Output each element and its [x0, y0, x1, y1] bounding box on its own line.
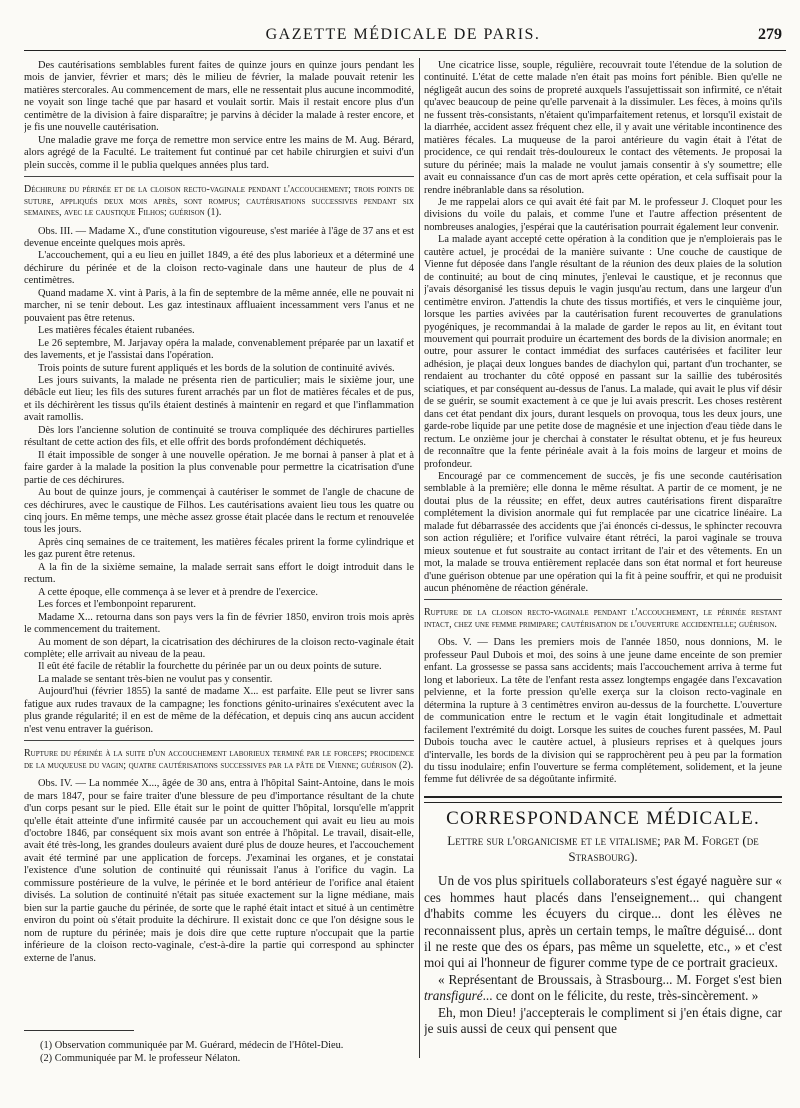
section-rule	[24, 176, 414, 177]
paragraph: Eh, mon Dieu! j'accepterais le compliment si j'en étais digne, car je suis aussi de ceux qui pensent que	[424, 1004, 782, 1037]
section-rule	[24, 740, 414, 741]
case-heading: Rupture du périnée à la suite d'un accouchement laborieux terminé par le forceps; procidence de la muqueuse du vagin; quatre cautérisations successives par la pâte de Vienne; guérison (2).	[24, 748, 414, 771]
footnotes	[24, 1040, 414, 1065]
paragraph: Les matières fécales étaient rubanées.	[38, 325, 195, 337]
paragraph: Il eût été facile de rétablir la fourchette du périnée par un ou deux points de suture.	[38, 661, 382, 673]
paragraph: Le 26 septembre, M. Jarjavay opéra la malade, convenablement préparée par un laxatif et des lavements, et je l'assistai dans l'opération.	[24, 337, 414, 362]
paragraph: Obs. IV. — La nommée X..., âgée de 30 ans, entra à l'hôpital Saint-Antoine, dans le mois de mars 1847, pour se faire traiter d'une blessure de peu d'importance résultant de la chute d'un corps pesant sur le pied. Elle était sur le point de quitter l'hôpital, lorsqu'elle m'apprit qu'elle était atteinte d'une infirmité causée par un accouchement qui avait eu lieu au mois d'octobre 1846, par conséquent six mois avant son entrée à l'hôpital. Le travail, disait-elle, avait été très-long, les grandes douleurs avaient duré plus de douze heures, et l'accouchement avait été terminé par une application de forceps. J'examinai les organes, et je constatai l'existence d'une solution de continuité qui réunissait l'anus à l'orifice du vagin. La commissure postérieure de la vulve, le périnée et le bord antérieur de l'orifice anal étaient divisés. La solution de continuité n'était pas située exactement sur la ligne médiane, mais bien sur la partie gauche du périnée, de sorte que le raphé était intact et situé à un centimètre environ du point où s'était produite la déchirure. Il existait donc ce que l'on désigne sous le nom de rupture du périnée; mais je dois dire que cette rupture n'occupait que la partie inférieure de la cloison recto-vaginale, c'est-à-dire la partie qui correspond au sphincter externe de l'anus.	[24, 778, 414, 964]
paragraph: Madame X... retourna dans son pays vers la fin de février 1850, environ trois mois après le commencement du traitement.	[24, 611, 414, 636]
paragraph: Une cicatrice lisse, souple, régulière, recouvrait toute l'étendue de la solution de continuité. L'état de cette malade n'en était pas moins fort pénible. Bien qu'elle ne négligeât aucun des soins de propreté auxquels l'assujettissait son infirmité, ce n'était qu'avec beaucoup de peine qu'elle parvenait à la dissimuler. Les fèces, à moins qu'ils ne fussent très-consistants, n'étaient qu'imparfaitement retenus, et lorsqu'il existait de la diarrhée, accident assez fréquent chez elle, il y avait une véritable incontinence des matières fécales. La muqueuse de la paroi antérieure du vagin était à l'état de procidence, ce qui rendait très-douloureux le contact des vêtements. Je proposai la suture du périnée; mais la malade ne voulut jamais consentir à s'y soumettre; elle avait eu connaissance d'un cas de mort après cette opération, et cela suffisait pour la rendre inébranlable dans sa résolution.	[424, 60, 782, 196]
paragraph: Des cautérisations semblables furent faites de quinze jours en quinze jours pendant les mois de janvier, février et mars; dès le milieu de février, la malade pouvait retenir les matières stercorales. Au commencement de mars, elle ne ressentait plus aucune incommodité, ne voyait son linge taché que par hasard et voulait sortir. Mais il restait encore plus d'un centimètre de la division à faire disparaître; je parvins à décider la malade à rester encore, et je fis une nouvelle cautérisation.	[24, 60, 414, 134]
paragraph: Au moment de son départ, la cicatrisation des déchirures de la cloison recto-vaginale était complète; elle arrivait au niveau de la peau.	[24, 636, 414, 660]
paragraph: Encouragé par ce commencement de succès, je fis une seconde cautérisation semblable à la première; elle donna le même résultat. A partir de ce moment, je ne doutai plus de la réussite; en effet, deux autres cautérisations firent disparaître complétement la division anormale qui fut remplacée par une cicatrice linéaire. La malade fut débarrassée des accidents que j'ai énoncés ci-dessus, le sphincter recouvra son action régulière; et l'orifice vulvaire étant rétréci, la paroi vaginale se trouva mieux soutenue et fut soustraite au contact irritant de l'air et des vêtements. En un mot, la malade se trouva entièrement replacée dans son état normal et fort heureuse d'une guérison obtenue par une opération qui la fit à peine souffrir, et qui ne produisit aucun phénomène de réaction générale.	[424, 470, 782, 595]
italic-word: transfiguré	[424, 988, 483, 1004]
correspondence-section	[424, 796, 782, 1038]
paragraph: Il était impossible de songer à une nouvelle opération. Je me bornai à panser à plat et à faire garder à la malade la position la plus convenable pour permettre la cicatrisation d'une partie de ces déchirures.	[24, 449, 414, 486]
paragraph: A cette époque, elle commença à se lever et à prendre de l'exercice.	[38, 586, 318, 598]
left-column	[24, 60, 414, 1036]
paragraph: Au bout de quinze jours, je commençai à cautériser le sommet de l'angle de chacune de ces déchirures, avec le caustique de Filhos. Les cautérisations avaient lieu tous les quatre ou cinq jours. En même temps, une mèche assez grosse était placée dans le rectum et renouvelée tous les jours.	[24, 487, 414, 536]
page-number: 279	[758, 26, 782, 43]
header-rule	[24, 50, 786, 51]
paragraph: Les jours suivants, la malade ne présenta rien de particulier; mais le sixième jour, une débâcle eut lieu; les fils des sutures furent arrachés par un flot de matières fécales et de pus, et ils déchirèrent les tissus qu'ils étaient destinés à maintenir en regard et que l'inflammation avait ramollis.	[24, 375, 414, 424]
case-heading: Rupture de la cloison recto-vaginale pendant l'accouchement, le périnée restant intact, chez une femme primipare; cautérisation de l'ouverture accidentelle; guérison.	[424, 607, 782, 630]
footnote: (1) Observation communiquée par M. Guérard, médecin de l'Hôtel-Dieu.	[40, 1040, 344, 1051]
paragraph: Après cinq semaines de ce traitement, les matières fécales prirent la forme cylindrique et les gaz purent être retenus.	[24, 536, 414, 561]
column-divider	[419, 58, 420, 1058]
running-title: GAZETTE MÉDICALE DE PARIS.	[265, 26, 541, 43]
correspondence-subtitle: Lettre sur l'organicisme et le vitalisme; par M. Forget (de Strasbourg).	[447, 833, 759, 865]
double-rule	[424, 802, 782, 803]
paragraph: Trois points de suture furent appliqués et les bords de la solution de continuité avivés.	[38, 362, 395, 374]
paragraph: Obs. V. — Dans les premiers mois de l'année 1850, nous donnions, M. le professeur Paul Dubois et moi, des soins à une jeune dame enceinte de son premier enfant. La grossesse se passa sans accidents; mais l'accouchement arriva à terme fut long et laborieux. La tête de l'enfant resta assez longtemps engagée dans l'excavation pelvienne, et la forte pression qu'elle exerça sur la cloison recto-vaginale en détermina la rupture à 3 centimètres environ au-dessus de la fourchette. L'ouverture de communication entre le rectum et le vagin était longitudinale et admettait facilement l'extrémité du doigt. Lorsque les suites de couches furent passées, M. Paul Dubois toucha avec le cautère actuel, à plusieurs reprises et à quelques jours d'intervalle, les bords de la division qui se rapprochèrent peu à peu par la formation du tissu inodulaire; enfin l'ouverture se ferma complétement, solidement, et la jeune femme fut délivrée de sa dégoûtante infirmité.	[424, 637, 782, 786]
case-heading: Déchirure du périnée et de la cloison recto-vaginale pendant l'accouchement; trois points de suture, appliqués deux mois après, sont rompus; cautérisations successives pendant six semaines, avec le caustique Filhos; guérison (1).	[24, 184, 414, 219]
footnote-rule	[24, 1030, 134, 1031]
paragraph	[424, 972, 782, 1005]
paragraph: Obs. III. — Madame X., d'une constitution vigoureuse, s'est mariée à l'âge de 37 ans et est devenue enceinte quelques mois après.	[24, 225, 414, 250]
quote-text: ... ce dont on le félicite, du reste, très-sincèrement. »	[482, 988, 759, 1004]
paragraph: Dès lors l'ancienne solution de continuité se trouva compliquée des déchirures partielles résultant de cette action des fils, et elle offrit des bords profondément déchiquetés.	[24, 424, 414, 449]
paragraph: Les forces et l'embonpoint reparurent.	[38, 599, 196, 611]
right-column	[424, 60, 782, 1100]
page-header	[24, 26, 782, 50]
paragraph: A la fin de la sixième semaine, la malade serrait sans effort le doigt introduit dans le rectum.	[24, 561, 414, 586]
footnote: (2) Communiquée par M. le professeur Nélaton.	[40, 1052, 241, 1064]
quote-text: « Représentant de Broussais, à Strasbourg... M. Forget s'est bien	[438, 971, 782, 987]
paragraph: Quand madame X. vint à Paris, à la fin de septembre de la même année, elle ne pouvait ni marcher, ni se tenir debout. Les gaz intestinaux affluaient incessamment vers l'anus et ne pouvaient pas être retenus.	[24, 287, 414, 324]
section-rule	[424, 599, 782, 600]
paragraph: Aujourd'hui (février 1855) la santé de madame X... est parfaite. Elle peut se livrer sans fatigue aux rudes travaux de la campagne; les fonctions génito-urinaires s'exécutent avec la plus grande régularité; il en est de même de la défécation, et depuis cinq ans aucun accident n'est venu entraver la guérison.	[24, 686, 414, 735]
paragraph: Une maladie grave me força de remettre mon service entre les mains de M. Aug. Bérard, alors agrégé de la Faculté. Le traitement fut continué par cet habile chirurgien et suivi d'un plein succès, comme il le publia quelques années plus tard.	[24, 134, 414, 171]
correspondence-body	[424, 873, 782, 1037]
paragraph: La malade se sentant très-bien ne voulut pas y consentir.	[38, 673, 273, 685]
paragraph: Je me rappelai alors ce qui avait été fait par M. le professeur J. Cloquet pour les divisions du voile du palais, et comme l'une et l'autre affection présentent de nombreuses analogies, j'espérai que la cautérisation pourrait également leur convenir.	[424, 196, 782, 233]
paragraph: La malade ayant accepté cette opération à la condition que je n'emploierais pas le cautère actuel, je procédai de la manière suivante : Une couche de caustique de Vienne fut déposée dans l'angle résultant de la réunion des deux plaies de la solution de continuité; au bout de cinq minutes, j'enlevai le caustique, et je reconnus que j'avais désorganisé les tissus depuis le vagin jusqu'au rectum, dans une largeur d'un centimètre environ. J'attendis la chute des tissus mortifiés, et vers le cinquième jour, lorsque les parties avivées par la cautérisation furent recouvertes de granulations pyogéniques, je recommandai à la malade de garder le repos au lit, en évitant tout mouvement qui pourrait produire un écartement des bords de la division anormale; en outre, pour assurer le contact immédiat des surfaces cautérisées et faciliter leur adhésion, je plaçai deux longues bandes de diachylon qui, partant d'un trochanter, se rendaient au trochanter du côté opposé en passant sur la saillie des tubérosités sciatiques, et par conséquent au-dessus de l'anus. La malade, qui avait le plus vif désir de se guérir, se soumit exactement à ce que je lui avais prescrit. Les choses restèrent dans cet état pendant dix jours, durant lesquels on provoqua, tous les deux jours, une garde-robe liquide par une petite dose de magnésie et une injection d'eau tiède dans le rectum. Le onzième jour je cherchai à constater le résultat obtenu, et je fus heureux de reconnaître que la fente périnéale avait à la fois moins de largeur et moins de profondeur.	[424, 234, 782, 470]
correspondence-title: CORRESPONDANCE MÉDICALE.	[446, 807, 760, 829]
paragraph: Un de vos plus spirituels collaborateurs s'est égayé naguère sur « ces hommes haut placés dans l'enseignement... qui changent d'habits comme les écuyers du cirque... dont les élèves ne reconnaissent plus, après un certain temps, le maître déguisé... dont il ne reste que des os épars, pas même un squelette, etc., » et c'est moi qui ai l'honneur de figurer comme type de ce portrait gracieux.	[424, 873, 782, 971]
paragraph: L'accouchement, qui a eu lieu en juillet 1849, a été des plus laborieux et a déterminé une déchirure du périnée et de la cloison recto-vaginale dans une hauteur de plus de 4 centimètres.	[24, 250, 414, 287]
